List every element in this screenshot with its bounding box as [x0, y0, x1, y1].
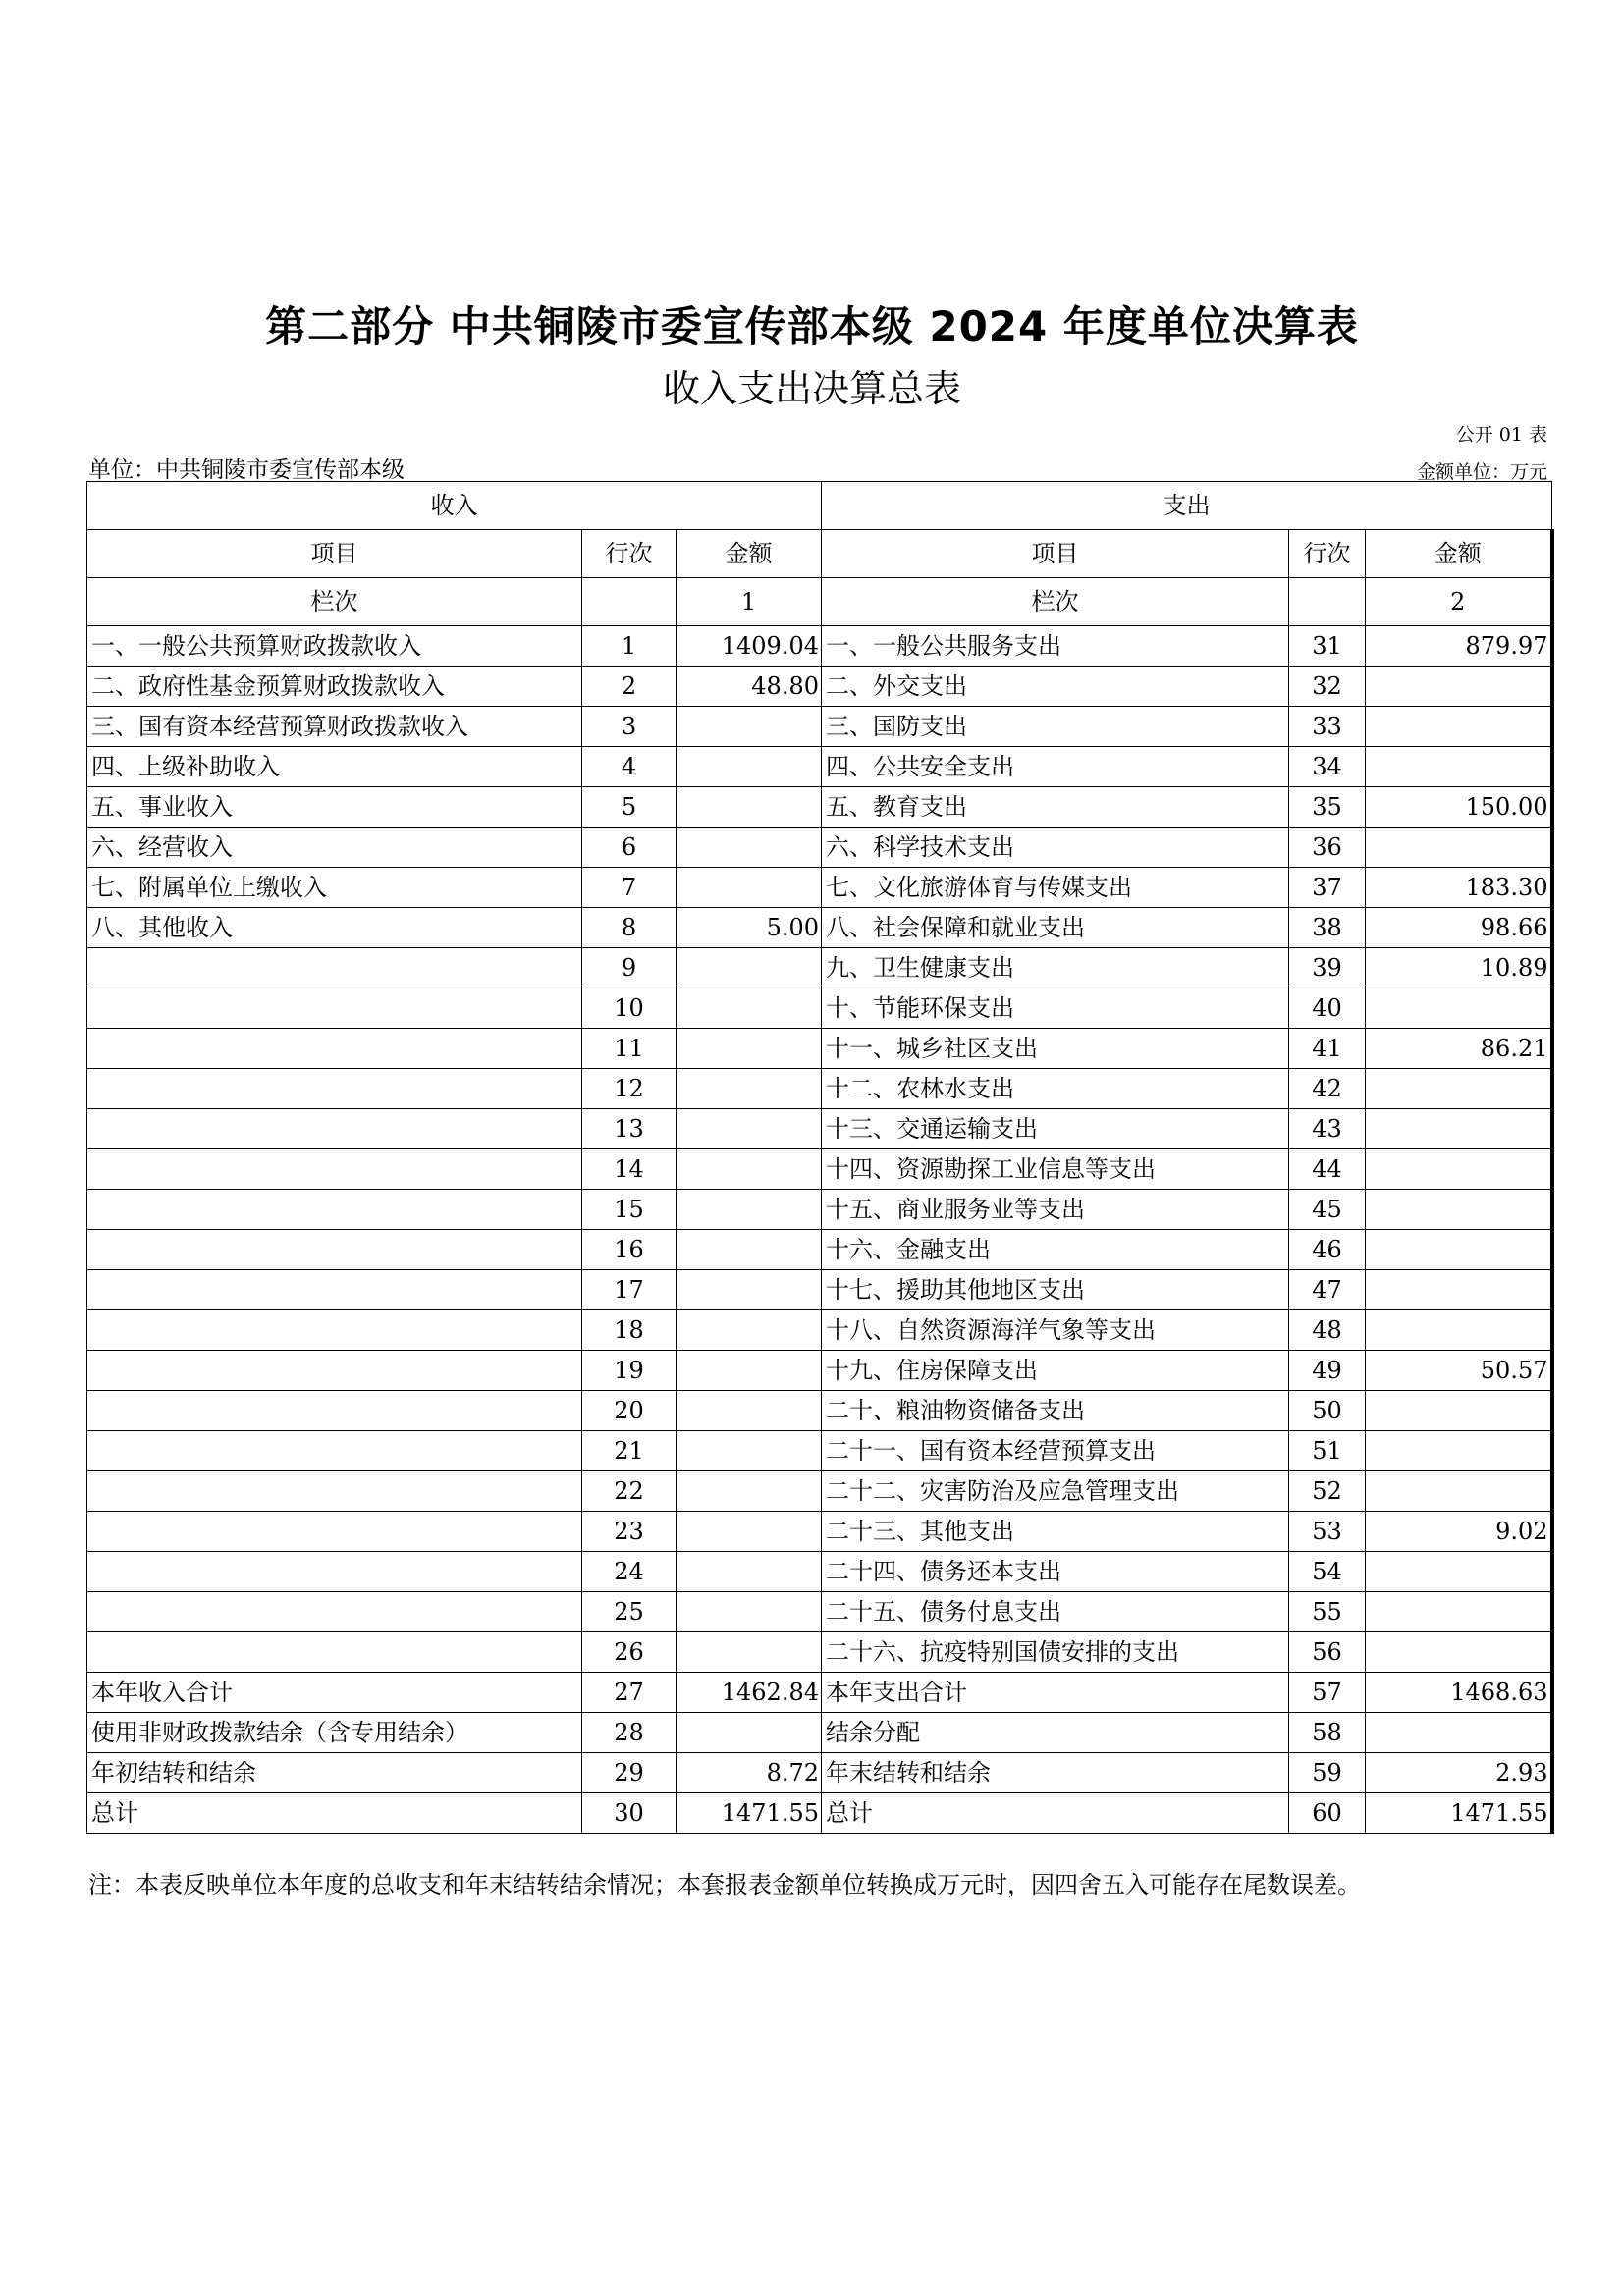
- income-item: [87, 1431, 582, 1471]
- income-item: 一、一般公共预算财政拨款收入: [87, 626, 582, 667]
- table-row: [87, 1552, 1552, 1592]
- income-item: [87, 1270, 582, 1310]
- income-item: 五、事业收入: [87, 787, 582, 828]
- footnote: 注：本表反映单位本年度的总收支和年末结转结余情况；本套报表金额单位转换成万元时，因四舍五入可能存在尾数误差。: [88, 1871, 1361, 1898]
- table-row: [87, 707, 1552, 747]
- expense-row-no: 55: [1289, 1592, 1366, 1632]
- expense-row-no: 35: [1289, 787, 1366, 828]
- expense-amount: [1366, 1109, 1552, 1149]
- table-row: [87, 1109, 1552, 1149]
- expense-row-no: 44: [1289, 1149, 1366, 1190]
- expense-item: 十九、住房保障支出: [822, 1351, 1289, 1391]
- income-amount: [677, 1149, 822, 1190]
- expense-amount: 50.57: [1366, 1351, 1552, 1391]
- table-row: [87, 1592, 1552, 1632]
- income-row-no: 23: [582, 1512, 677, 1552]
- income-item: [87, 1190, 582, 1230]
- income-amount: [677, 828, 822, 868]
- income-item: 本年收入合计: [87, 1673, 582, 1713]
- expense-amount: 10.89: [1366, 948, 1552, 988]
- expense-row-no: 57: [1289, 1673, 1366, 1713]
- income-row-no: 1: [582, 626, 677, 667]
- expense-section-header: 支出: [822, 482, 1552, 530]
- income-row-no: 8: [582, 908, 677, 948]
- table-row: [87, 1713, 1552, 1753]
- expense-index-blank: [1289, 578, 1366, 626]
- expense-item: 八、社会保障和就业支出: [822, 908, 1289, 948]
- expense-item: 结余分配: [822, 1713, 1289, 1753]
- income-item: 四、上级补助收入: [87, 747, 582, 787]
- expense-amount: [1366, 1471, 1552, 1512]
- expense-item: 二十、粮油物资储备支出: [822, 1391, 1289, 1431]
- income-index-blank: [582, 578, 677, 626]
- expense-row-no: 46: [1289, 1230, 1366, 1270]
- expense-amount: 150.00: [1366, 787, 1552, 828]
- table-row: [87, 1753, 1552, 1793]
- income-row-no: 5: [582, 787, 677, 828]
- column-header-row: [87, 530, 1552, 578]
- expense-amount: [1366, 1190, 1552, 1230]
- expense-amount: [1366, 667, 1552, 707]
- income-row-no: 26: [582, 1632, 677, 1673]
- income-amount: [677, 1592, 822, 1632]
- expense-amount: 1471.55: [1366, 1793, 1552, 1834]
- table-row: [87, 1673, 1552, 1713]
- income-row-no: 13: [582, 1109, 677, 1149]
- section-header-row: [87, 482, 1552, 530]
- expense-item: 十五、商业服务业等支出: [822, 1190, 1289, 1230]
- expense-row-no: 32: [1289, 667, 1366, 707]
- expense-amount: 9.02: [1366, 1512, 1552, 1552]
- expense-item: 十六、金融支出: [822, 1230, 1289, 1270]
- expense-row-no: 59: [1289, 1753, 1366, 1793]
- income-section-header: 收入: [87, 482, 822, 530]
- expense-item: 十七、援助其他地区支出: [822, 1270, 1289, 1310]
- income-amount: [677, 1069, 822, 1109]
- income-row-no: 10: [582, 988, 677, 1029]
- income-amount: [677, 707, 822, 747]
- expense-item-header: 项目: [822, 530, 1289, 578]
- expense-amount: [1366, 707, 1552, 747]
- income-item: [87, 1391, 582, 1431]
- table-row: [87, 747, 1552, 787]
- income-amount: 1471.55: [677, 1793, 822, 1834]
- expense-row-no: 48: [1289, 1310, 1366, 1351]
- income-row-no: 16: [582, 1230, 677, 1270]
- table-row: [87, 1471, 1552, 1512]
- income-row-no: 15: [582, 1190, 677, 1230]
- income-item: [87, 1230, 582, 1270]
- income-amount: 5.00: [677, 908, 822, 948]
- table-row: [87, 908, 1552, 948]
- table-row: [87, 1149, 1552, 1190]
- expense-row-no: 51: [1289, 1431, 1366, 1471]
- expense-amount: [1366, 747, 1552, 787]
- expense-row-no: 34: [1289, 747, 1366, 787]
- table-row: [87, 828, 1552, 868]
- table-row: [87, 988, 1552, 1029]
- income-amount: 8.72: [677, 1753, 822, 1793]
- expense-item: 七、文化旅游体育与传媒支出: [822, 868, 1289, 908]
- expense-row-no: 60: [1289, 1793, 1366, 1834]
- income-item: [87, 988, 582, 1029]
- table-row: [87, 1270, 1552, 1310]
- table-row: [87, 1029, 1552, 1069]
- expense-row-no: 33: [1289, 707, 1366, 747]
- expense-amount: [1366, 1391, 1552, 1431]
- expense-item: 十三、交通运输支出: [822, 1109, 1289, 1149]
- expense-item: 二、外交支出: [822, 667, 1289, 707]
- income-item: [87, 1592, 582, 1632]
- income-item: 八、其他收入: [87, 908, 582, 948]
- table-row: [87, 1391, 1552, 1431]
- income-expense-table: [86, 481, 1554, 1834]
- income-row-no: 12: [582, 1069, 677, 1109]
- income-item: 年初结转和结余: [87, 1753, 582, 1793]
- amount-unit: 金额单位：万元: [1416, 461, 1547, 483]
- expense-amount: [1366, 1149, 1552, 1190]
- expense-item: 二十二、灾害防治及应急管理支出: [822, 1471, 1289, 1512]
- income-item: [87, 1029, 582, 1069]
- expense-item: 三、国防支出: [822, 707, 1289, 747]
- income-row-no: 7: [582, 868, 677, 908]
- expense-row-no: 49: [1289, 1351, 1366, 1391]
- table-row: [87, 1351, 1552, 1391]
- table-row: [87, 868, 1552, 908]
- income-amount: [677, 1029, 822, 1069]
- income-item: 七、附属单位上缴收入: [87, 868, 582, 908]
- table-row: [87, 1310, 1552, 1351]
- expense-row-no: 36: [1289, 828, 1366, 868]
- income-col-index: 1: [677, 578, 822, 626]
- income-row-no: 24: [582, 1552, 677, 1592]
- income-amount: [677, 1351, 822, 1391]
- expense-amount: 879.97: [1366, 626, 1552, 667]
- income-row-no: 21: [582, 1431, 677, 1471]
- expense-amount: 2.93: [1366, 1753, 1552, 1793]
- expense-item: 十二、农林水支出: [822, 1069, 1289, 1109]
- income-row-no: 27: [582, 1673, 677, 1713]
- expense-item: 二十一、国有资本经营预算支出: [822, 1431, 1289, 1471]
- expense-amount: 1468.63: [1366, 1673, 1552, 1713]
- income-item: 二、政府性基金预算财政拨款收入: [87, 667, 582, 707]
- expense-row-no: 39: [1289, 948, 1366, 988]
- reporting-unit: 单位：中共铜陵市委宣传部本级: [88, 457, 405, 483]
- expense-row-no: 41: [1289, 1029, 1366, 1069]
- document-title: 第二部分 中共铜陵市委宣传部本级 2024 年度单位决算表: [265, 302, 1359, 350]
- expense-item: 一、一般公共服务支出: [822, 626, 1289, 667]
- income-amount: [677, 1230, 822, 1270]
- income-item: [87, 1552, 582, 1592]
- expense-row-no: 53: [1289, 1512, 1366, 1552]
- expense-amount: 183.30: [1366, 868, 1552, 908]
- income-amount: [677, 1310, 822, 1351]
- expense-row-no: 42: [1289, 1069, 1366, 1109]
- income-row-no: 2: [582, 667, 677, 707]
- expense-item: 二十四、债务还本支出: [822, 1552, 1289, 1592]
- income-item: [87, 1069, 582, 1109]
- income-item: [87, 1632, 582, 1673]
- expense-item: 二十六、抗疫特别国债安排的支出: [822, 1632, 1289, 1673]
- income-item-header: 项目: [87, 530, 582, 578]
- table-row: [87, 667, 1552, 707]
- income-item: 使用非财政拨款结余（含专用结余）: [87, 1713, 582, 1753]
- expense-item: 十四、资源勘探工业信息等支出: [822, 1149, 1289, 1190]
- expense-item: 二十三、其他支出: [822, 1512, 1289, 1552]
- income-item: [87, 1471, 582, 1512]
- income-amount: [677, 1190, 822, 1230]
- expense-row-no: 50: [1289, 1391, 1366, 1431]
- table-row: [87, 1069, 1552, 1109]
- expense-item: 总计: [822, 1793, 1289, 1834]
- income-item: [87, 1310, 582, 1351]
- expense-amount: 98.66: [1366, 908, 1552, 948]
- income-row-no: 28: [582, 1713, 677, 1753]
- income-row-no: 11: [582, 1029, 677, 1069]
- expense-item: 二十五、债务付息支出: [822, 1592, 1289, 1632]
- table-row: [87, 626, 1552, 667]
- income-item: [87, 948, 582, 988]
- income-item: 总计: [87, 1793, 582, 1834]
- expense-row-no-header: 行次: [1289, 530, 1366, 578]
- table-row: [87, 948, 1552, 988]
- income-amount: [677, 1632, 822, 1673]
- income-row-no: 30: [582, 1793, 677, 1834]
- income-amount: [677, 747, 822, 787]
- income-amount: [677, 1270, 822, 1310]
- income-row-no: 20: [582, 1391, 677, 1431]
- income-amount: 1409.04: [677, 626, 822, 667]
- expense-item: 十一、城乡社区支出: [822, 1029, 1289, 1069]
- income-row-no: 4: [582, 747, 677, 787]
- income-row-no: 17: [582, 1270, 677, 1310]
- expense-row-no: 52: [1289, 1471, 1366, 1512]
- income-row-no: 18: [582, 1310, 677, 1351]
- income-item: [87, 1109, 582, 1149]
- expense-row-no: 45: [1289, 1190, 1366, 1230]
- expense-row-no: 38: [1289, 908, 1366, 948]
- income-amount: [677, 948, 822, 988]
- table-row: [87, 1431, 1552, 1471]
- expense-item: 本年支出合计: [822, 1673, 1289, 1713]
- expense-row-no: 58: [1289, 1713, 1366, 1753]
- expense-amount: [1366, 1592, 1552, 1632]
- income-amount: [677, 1552, 822, 1592]
- income-row-no: 3: [582, 707, 677, 747]
- expense-index-label: 栏次: [822, 578, 1289, 626]
- expense-row-no: 31: [1289, 626, 1366, 667]
- income-amount: 48.80: [677, 667, 822, 707]
- expense-col-index: 2: [1366, 578, 1552, 626]
- expense-row-no: 43: [1289, 1109, 1366, 1149]
- form-number: 公开 01 表: [1455, 424, 1547, 446]
- income-amount: [677, 1109, 822, 1149]
- expense-amount: [1366, 1713, 1552, 1753]
- table-row: [87, 1512, 1552, 1552]
- expense-row-no: 54: [1289, 1552, 1366, 1592]
- table-row: [87, 1230, 1552, 1270]
- income-amount: [677, 988, 822, 1029]
- expense-amount: [1366, 1431, 1552, 1471]
- income-amount: [677, 1512, 822, 1552]
- income-item: 六、经营收入: [87, 828, 582, 868]
- income-row-no-header: 行次: [582, 530, 677, 578]
- expense-amount: [1366, 1230, 1552, 1270]
- expense-amount: [1366, 828, 1552, 868]
- income-row-no: 25: [582, 1592, 677, 1632]
- expense-item: 四、公共安全支出: [822, 747, 1289, 787]
- income-item: [87, 1149, 582, 1190]
- expense-item: 九、卫生健康支出: [822, 948, 1289, 988]
- income-item: 三、国有资本经营预算财政拨款收入: [87, 707, 582, 747]
- expense-item: 五、教育支出: [822, 787, 1289, 828]
- income-row-no: 29: [582, 1753, 677, 1793]
- expense-amount: [1366, 988, 1552, 1029]
- column-index-row: [87, 578, 1552, 626]
- expense-amount: [1366, 1632, 1552, 1673]
- expense-amount: [1366, 1270, 1552, 1310]
- income-item: [87, 1512, 582, 1552]
- income-row-no: 14: [582, 1149, 677, 1190]
- income-amount: [677, 1713, 822, 1753]
- expense-row-no: 40: [1289, 988, 1366, 1029]
- expense-row-no: 47: [1289, 1270, 1366, 1310]
- expense-amount-header: 金额: [1366, 530, 1552, 578]
- income-amount: [677, 868, 822, 908]
- expense-row-no: 56: [1289, 1632, 1366, 1673]
- expense-item: 十八、自然资源海洋气象等支出: [822, 1310, 1289, 1351]
- table-row: [87, 787, 1552, 828]
- income-amount: [677, 787, 822, 828]
- expense-row-no: 37: [1289, 868, 1366, 908]
- income-amount: [677, 1431, 822, 1471]
- income-amount: 1462.84: [677, 1673, 822, 1713]
- expense-amount: [1366, 1552, 1552, 1592]
- income-amount: [677, 1391, 822, 1431]
- income-row-no: 19: [582, 1351, 677, 1391]
- expense-item: 六、科学技术支出: [822, 828, 1289, 868]
- expense-item: 十、节能环保支出: [822, 988, 1289, 1029]
- income-row-no: 22: [582, 1471, 677, 1512]
- income-index-label: 栏次: [87, 578, 582, 626]
- income-row-no: 6: [582, 828, 677, 868]
- income-item: [87, 1351, 582, 1391]
- income-amount-header: 金额: [677, 530, 822, 578]
- expense-item: 年末结转和结余: [822, 1753, 1289, 1793]
- expense-amount: [1366, 1069, 1552, 1109]
- expense-amount: 86.21: [1366, 1029, 1552, 1069]
- income-amount: [677, 1471, 822, 1512]
- table-row: [87, 1190, 1552, 1230]
- table-row: [87, 1632, 1552, 1673]
- income-row-no: 9: [582, 948, 677, 988]
- table-row: [87, 1793, 1552, 1834]
- expense-amount: [1366, 1310, 1552, 1351]
- table-subtitle: 收入支出决算总表: [662, 367, 961, 410]
